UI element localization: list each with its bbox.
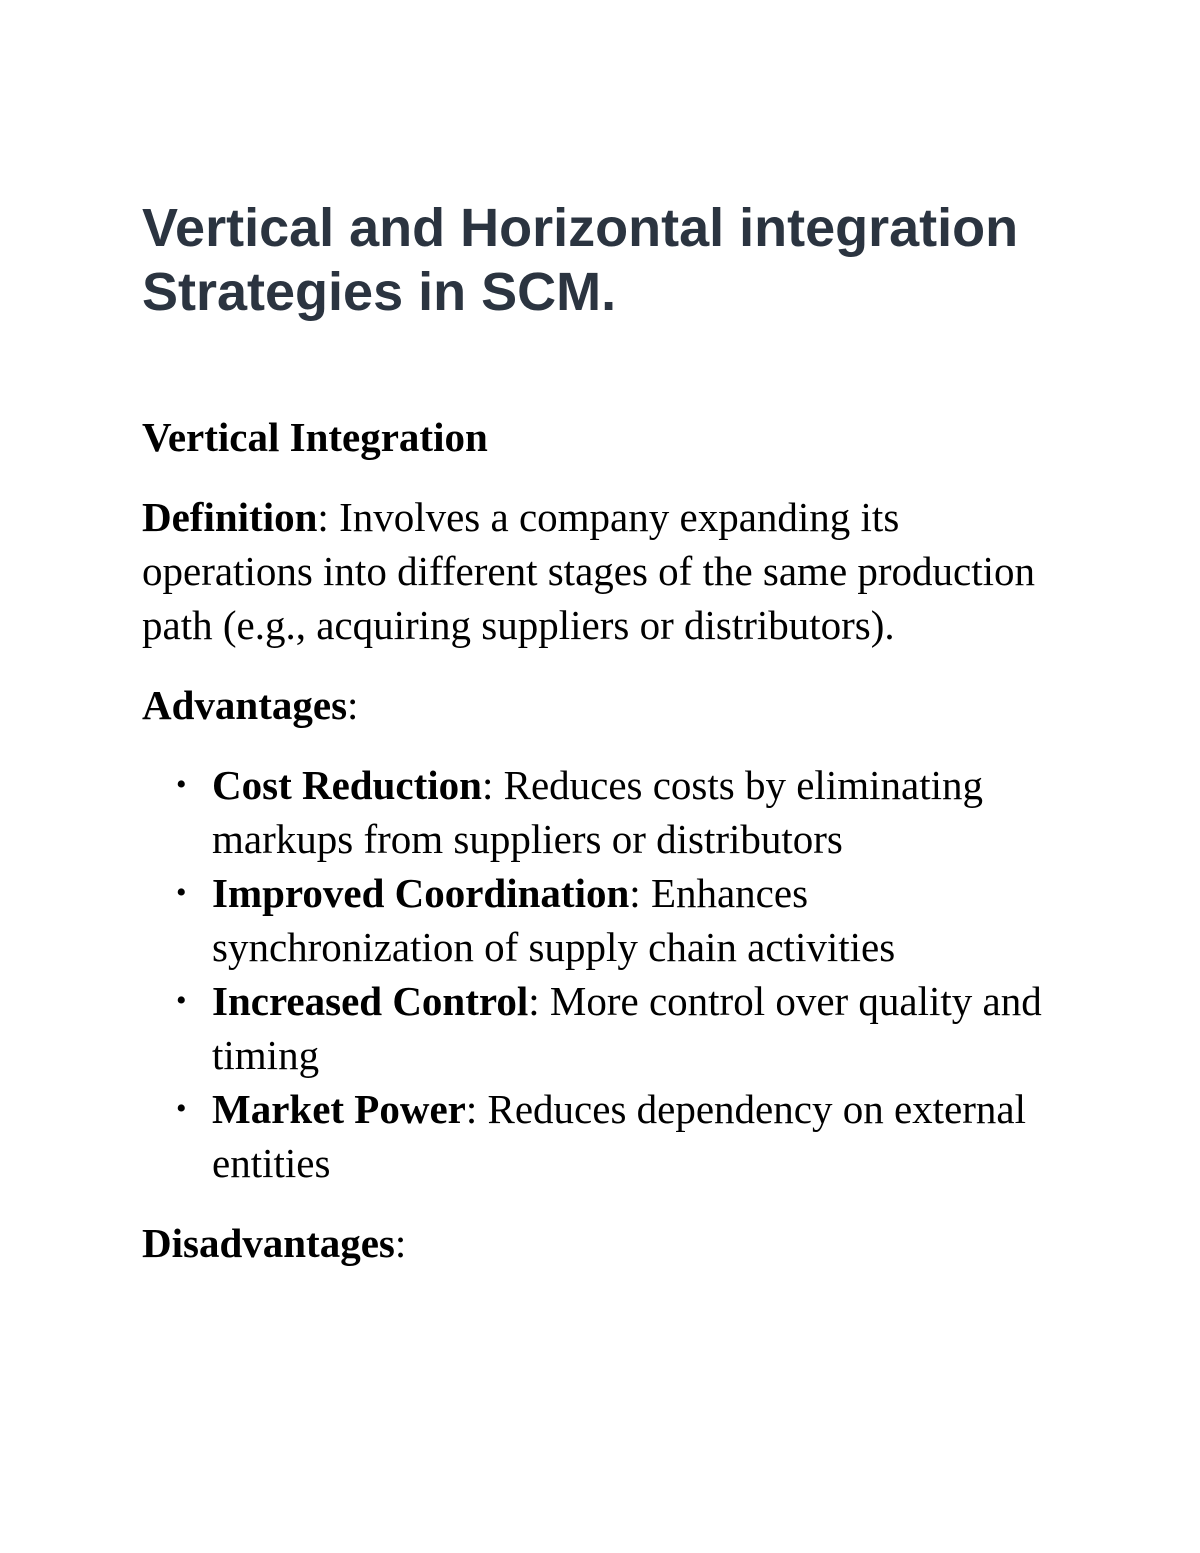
list-item-text: Enhances synchronization of supply chain activities bbox=[212, 870, 896, 970]
list-item-separator: : bbox=[629, 870, 641, 916]
list-item-text: Reduces dependency on external entities bbox=[212, 1086, 1026, 1186]
definition-paragraph bbox=[142, 490, 1062, 652]
bullet-icon: • bbox=[176, 1092, 187, 1125]
list-item bbox=[142, 974, 1062, 1082]
disadvantages-separator: : bbox=[394, 1220, 407, 1266]
list-item-separator: : bbox=[465, 1086, 478, 1132]
disadvantages-heading bbox=[142, 1216, 1062, 1270]
definition-label: Definition bbox=[142, 494, 318, 540]
list-item-separator: : bbox=[528, 978, 540, 1024]
advantages-list bbox=[142, 758, 1062, 1190]
bullet-icon: • bbox=[176, 768, 187, 801]
definition-separator: : bbox=[317, 494, 329, 540]
bullet-icon: • bbox=[176, 876, 187, 909]
list-item-term: Improved Coordination bbox=[212, 870, 630, 916]
list-item-text: Reduces costs by eliminating markups from suppliers or distributors bbox=[212, 762, 983, 862]
list-item-term: Cost Reduction bbox=[212, 762, 482, 808]
advantages-separator: : bbox=[347, 682, 359, 728]
document-page bbox=[142, 196, 1062, 1270]
section-heading: Vertical Integration bbox=[142, 414, 488, 460]
list-item bbox=[142, 866, 1062, 974]
list-item-text: More control over quality and timing bbox=[212, 978, 1042, 1078]
document-title: Vertical and Horizontal integration Strategies in SCM. bbox=[142, 198, 1019, 322]
advantages-label: Advantages bbox=[142, 682, 348, 728]
list-item bbox=[142, 758, 1062, 866]
definition-text: Involves a company expanding its operations into different stages of the same production path (e.g., acquiring suppliers or distributors). bbox=[142, 494, 1036, 648]
bullet-icon: • bbox=[176, 984, 187, 1017]
advantages-heading bbox=[142, 678, 1062, 732]
list-item-term: Market Power bbox=[212, 1086, 466, 1132]
list-item-term: Increased Control bbox=[212, 978, 529, 1024]
list-item-separator: : bbox=[481, 762, 494, 808]
list-item bbox=[142, 1082, 1062, 1190]
disadvantages-label: Disadvantages bbox=[142, 1220, 395, 1266]
